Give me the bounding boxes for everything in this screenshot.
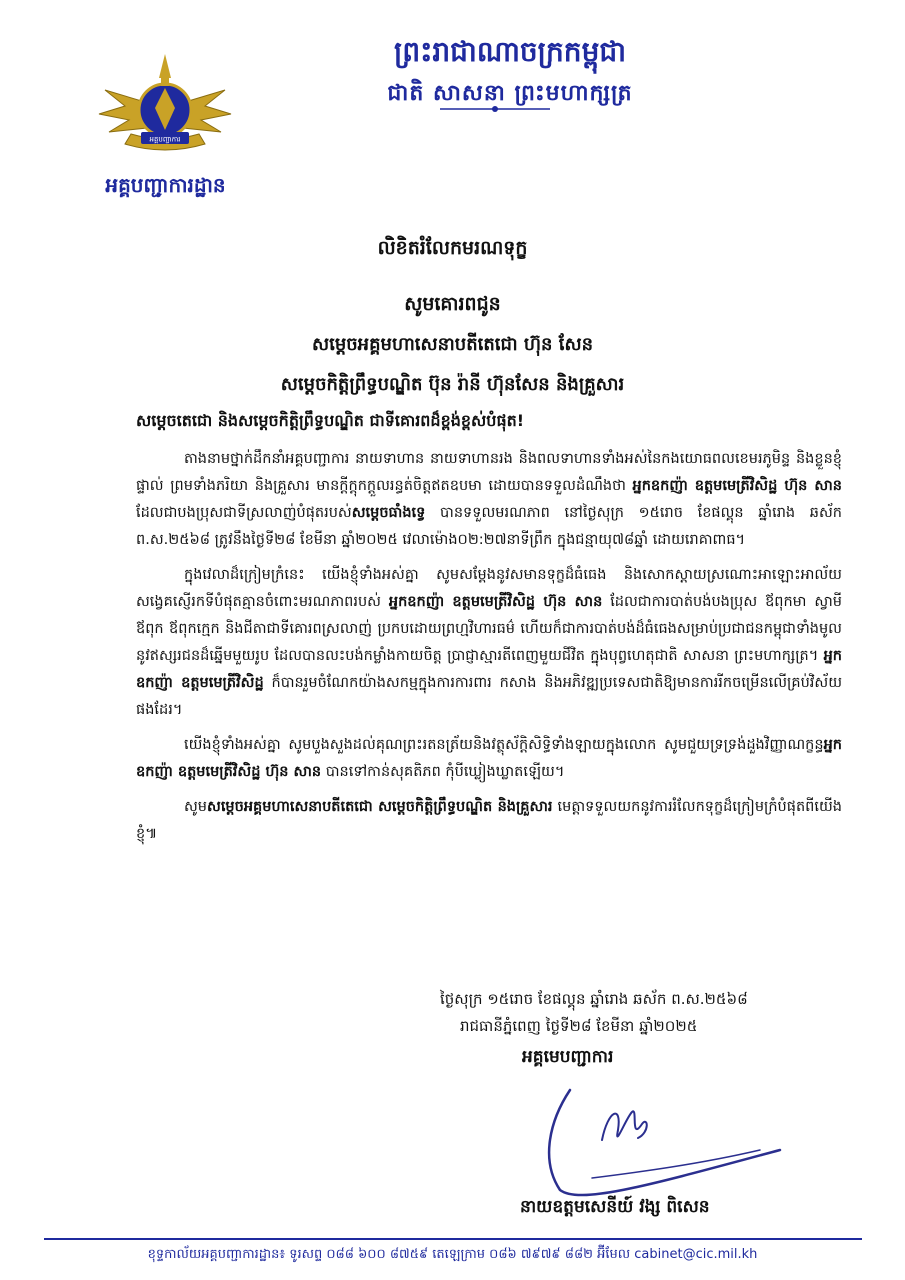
p4-recipients-bold: សម្តេចអគ្គមហាសេនាបតីតេជោ សម្តេចកិត្តិព្រឹទ្ធបណ្ឌិត និងគ្រួសារ — [207, 799, 553, 815]
p4-text-a: សូម — [184, 799, 208, 815]
p1-title-bold: សម្តេចធាំងទ្វេ — [351, 505, 426, 521]
military-emblem-icon — [95, 48, 235, 168]
recipient-secondary: សម្តេចកិត្តិព្រឹទ្ធបណ្ឌិត ប៊ុន រ៉ានី ហ៊ុនសែន និងគ្រួសារ — [280, 374, 625, 395]
kingdom-header — [300, 34, 720, 111]
national-motto: ជាតិ សាសនា ព្រះមហាក្សត្រ — [387, 81, 633, 106]
p2-name-bold: អ្នកឧកញ៉ា ឧត្តមមេត្រីវិសិដ្ឋ ហ៊ុន សាន — [388, 594, 603, 610]
date-block — [440, 986, 860, 1040]
emblem-banner-text: អគ្គបញ្ជាការ — [149, 135, 181, 144]
p2-text-c: ដែលជាការបាត់បង់បងប្រុស ឪពុកមា ស្វាមី ឪពុក ឪពុកក្មេក និងជីតាជាទីគោរពស្រលាញ់ ប្រកបដោយព្រហ្មវិហារធម៌ ហើយក៏ជាការបាត់បង់ដ៏ធំធេងសម្រាប់ប្រជាជនកម្ពុជាទាំងមូលនូវឥស្សរជនដ៏ឆ្នើមមួយរូប ដែលបានលះបង់កម្លាំងកាយចិត្ត ប្រាជ្ញាស្មារតីពេញមួយជីវិត ក្នុងបុព្វហេតុជាតិ សាសនា ព្រះមហាក្សត្រ។ — [136, 594, 843, 664]
paragraph-1 — [136, 446, 842, 554]
p3-text-a: យើងខ្ញុំទាំងអស់គ្នា សូមបួងសួងដល់គុណព្រះរតនត្រ័យនិងវត្ថុស័ក្តិសិទ្ធិទាំងឡាយក្នុងលោក សូមជួយទ្រទ្រង់ដួងវិញ្ញាណក្ខន្ធ — [184, 737, 824, 753]
address-label: សូមគោរពជូន — [404, 293, 501, 315]
p2-text-e: ក៏បានរួមចំណែកយ៉ាងសកម្មក្នុងការការពារ កសាង និងអភិវឌ្ឍប្រទេសជាតិឱ្យមានការរីកចម្រើនលើគ្រប់វិស័យផងដែរ។ — [136, 675, 843, 718]
department-name: អគ្គបញ្ជាការដ្ឋាន — [105, 173, 226, 197]
date-solar: រាជធានីភ្នំពេញ ថ្ងៃទី២៨ ខែមីនា ឆ្នាំ២០២៥ — [460, 1017, 698, 1035]
p2-text-a: ក្នុងវេលាដ៏ក្រៀមក្រំនេះ យើងខ្ញុំទាំងអស់គ្នា សូមសម្តែងនូវសមានទុក្ខដ៏ធំធេង និងសោកស្តាយស្រណោះអាឡោះអាល័យសង្វេគស្ញើរកទីបំផុតគ្មានចំពោះមរណភាពរបស់ — [136, 567, 842, 610]
footer-divider — [44, 1238, 862, 1240]
p4-text-c: មេត្តាទទួលយកនូវការរំលែកទុក្ខដ៏ក្រៀមក្រំបំផុតពីយើងខ្ញុំ៕ — [136, 799, 842, 842]
divider-ornament — [440, 104, 550, 114]
footer-contact: ខុទ្ទកាល័យអគ្គបញ្ជាការដ្ឋាន៖ ទូរសព្ទ ០៨៨ ៦០០ ៨៧៥៩ តេឡេក្រាម ០៨៦ ៧៩៧៩ ៨៨២ អ៊ីមែល cabinet@cic.mil.kh — [147, 1247, 758, 1262]
p3-text-c: បានទៅកាន់សុគតិភព កុំបីឃ្លៀងឃ្លាតឡើយ។ — [321, 764, 565, 780]
paragraph-4 — [136, 794, 842, 848]
signatory-title: អគ្គមេបញ្ជាការ — [522, 1047, 614, 1067]
p1-text-c: ដែលជាបងប្រុសជាទីស្រលាញ់បំផុតរបស់ — [136, 505, 352, 521]
kingdom-title: ព្រះរាជាណាចក្រកម្ពុជា — [393, 35, 626, 68]
recipient-primary: សម្តេចអគ្គមហាសេនាបតីតេជោ ហ៊ុន សែន — [311, 334, 594, 355]
letter-title: លិខិតរំលែកមរណទុក្ខ — [377, 237, 528, 259]
signatory-name: នាយឧត្តមសេនីយ៍ វង្ស ពិសេន — [520, 1197, 710, 1217]
greeting-line: សម្តេចតេជោ និងសម្តេចកិត្តិព្រឹទ្ធបណ្ឌិត ជាទីគោរពដ៏ខ្ពង់ខ្ពស់បំផុត! — [136, 411, 525, 430]
p1-text-e: បានទទួលមរណភាព នៅថ្ងៃសុក្រ ១៥រោច ខែផល្គុន ឆ្នាំរោង ឆស័ក ព.ស.២៥៦៨ ត្រូវនឹងថ្ងៃទី២៨ ខែមីនា ឆ្នាំ២០២៥ វេលាម៉ោង០២:២៧នាទីព្រឹក ក្នុងជន្មាយុ៧៨ឆ្នាំ ដោយរោគាពាធ។ — [136, 505, 842, 548]
p1-text-a: តាងនាមថ្នាក់ដឹកនាំអគ្គបញ្ជាការ នាយទាហាន នាយទាហានរង និងពលទាហានទាំងអស់នៃកងយោធពលខេមរភូមិន្ទ និងខ្លួនខ្ញុំផ្ទាល់ ព្រមទាំងភរិយា និងគ្រួសារ មានក្តីក្តុកក្តួលរន្ធត់ចិត្តឥតឧបមា ដោយបានទទួលដំណឹងថា — [136, 451, 842, 494]
date-lunar: ថ្ងៃសុក្រ ១៥រោច ខែផល្គុន ឆ្នាំរោង ឆស័ក ព.ស.២៥៦៨ — [440, 990, 748, 1008]
handwritten-signature — [530, 1080, 790, 1210]
letter-body — [136, 446, 842, 856]
paragraph-2 — [136, 562, 842, 724]
p2-title-bold: អ្នកឧកញ៉ា ឧត្តមមេត្រីវិសិដ្ឋ — [136, 648, 842, 691]
p3-name-bold: អ្នកឧកញ៉ា ឧត្តមមេត្រីវិសិដ្ឋ ហ៊ុន សាន — [136, 737, 842, 780]
paragraph-3 — [136, 732, 842, 786]
p1-name-bold: អ្នកឧកញ៉ា ឧត្តមមេត្រីវិសិដ្ឋ ហ៊ុន សាន — [632, 478, 842, 494]
